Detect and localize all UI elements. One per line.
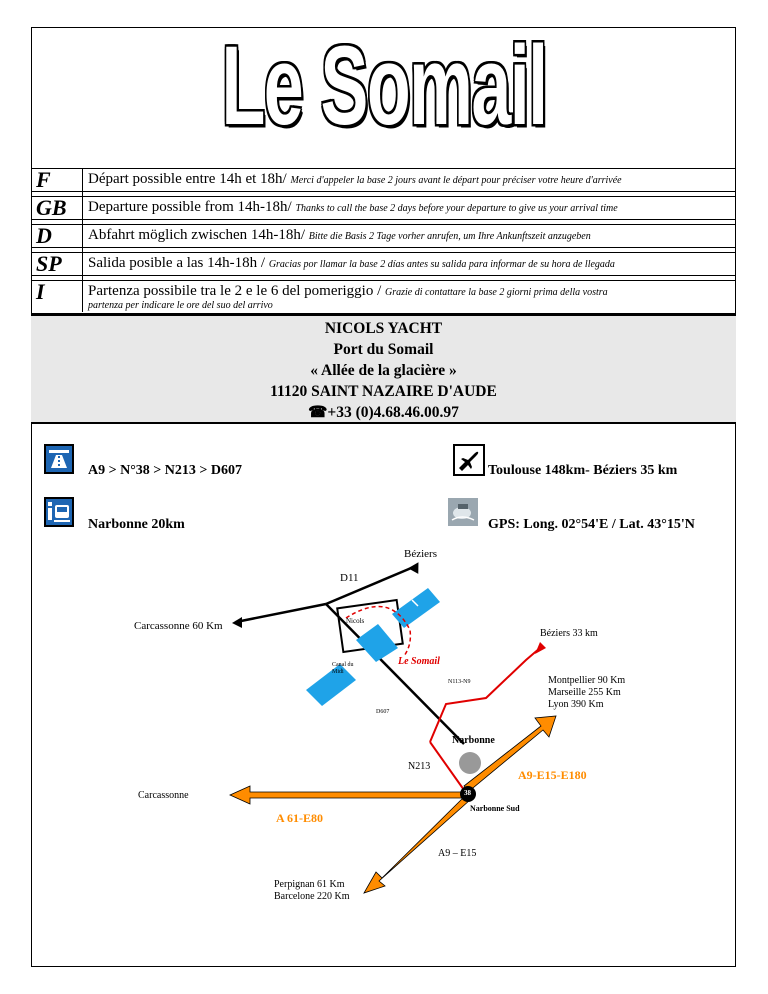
label-nicols: Nicols xyxy=(346,617,365,625)
label-exit-38: 38 xyxy=(464,789,471,797)
lang-note-continued: partenza per indicare le ore del suo del arrivo xyxy=(88,300,273,311)
label-lyon: Lyon 390 Km xyxy=(548,699,604,710)
phone-line: ☎+33 (0)4.68.46.00.97 xyxy=(308,404,459,421)
label-narbonne: Narbonne xyxy=(452,735,495,746)
page-title: Le Somail xyxy=(221,23,547,149)
lang-text: Salida posible a las 14h-18h / Gracias por llamar la base 2 días antes su salida para informar de su hora de llegada xyxy=(88,255,615,271)
lang-code: GB xyxy=(36,195,67,220)
lang-text: Partenza possibile tra le 2 e le 6 del pomeriggio / Grazie di contattare la base 2 giorni prima della vostra xyxy=(88,283,608,299)
lang-text: Departure possible from 14h-18h/ Thanks to call the base 2 days before your departure to give us your arrival time xyxy=(88,199,618,215)
label-beziers: Béziers xyxy=(404,548,437,560)
label-carcassonne: Carcassonne xyxy=(138,790,189,801)
lang-code: SP xyxy=(36,251,62,276)
road-to-carcassonne xyxy=(236,604,326,622)
air-directions: Toulouse 148km- Béziers 35 km xyxy=(488,463,678,478)
label-marseille: Marseille 255 Km xyxy=(548,687,621,698)
label-a61-e80: A 61-E80 xyxy=(276,811,324,825)
address-line: « Allée de la glacière » xyxy=(310,362,457,379)
gps-coordinates: GPS: Long. 02°54'E / Lat. 43°15'N xyxy=(488,517,695,532)
lang-text: Départ possible entre 14h et 18h/ Merci d'appeler la base 2 jours avant le départ pour préciser votre heure d'arrivée xyxy=(88,171,622,187)
address-line: Port du Somail xyxy=(333,341,434,358)
lang-code: D xyxy=(36,223,52,248)
label-n213: N213 xyxy=(408,761,431,772)
label-d11: D11 xyxy=(340,572,359,584)
label-perpignan: Perpignan 61 Km xyxy=(274,879,345,890)
lang-code: I xyxy=(36,279,45,304)
lang-code: F xyxy=(36,167,51,192)
road-directions: A9 > N°38 > N213 > D607 xyxy=(88,463,242,478)
label-beziers-33: Béziers 33 km xyxy=(540,628,598,639)
address-line: 11120 SAINT NAZAIRE D'AUDE xyxy=(270,383,497,400)
canal-segment xyxy=(356,624,398,662)
label-montpellier: Montpellier 90 Km xyxy=(548,675,626,686)
label-a9-e15-e180: A9-E15-E180 xyxy=(518,768,587,782)
canal-segment xyxy=(392,588,440,628)
label-n113: N113-N9 xyxy=(448,679,471,685)
label-canal-du-midi: Canal du Midi xyxy=(332,662,354,675)
label-d607: D607 xyxy=(376,709,390,715)
motorway-a9-south xyxy=(364,795,470,893)
label-barcelone: Barcelone 220 Km xyxy=(274,891,350,902)
train-directions: Narbonne 20km xyxy=(88,517,185,532)
phone-icon: ☎ xyxy=(308,404,328,421)
label-le-somail: Le Somail xyxy=(398,656,440,667)
lang-text: Abfahrt möglich zwischen 14h-18h/ Bitte die Basis 2 Tage vorher anrufen, um Ihre Ankunftszeit anzugeben xyxy=(88,227,591,243)
company-name: NICOLS YACHT xyxy=(324,320,443,337)
label-carcassonne-60: Carcassonne 60 Km xyxy=(134,620,223,632)
label-a9-e15: A9 – E15 xyxy=(438,848,477,859)
label-narbonne-sud: Narbonne Sud xyxy=(470,804,520,813)
motorway-a61 xyxy=(230,786,464,804)
